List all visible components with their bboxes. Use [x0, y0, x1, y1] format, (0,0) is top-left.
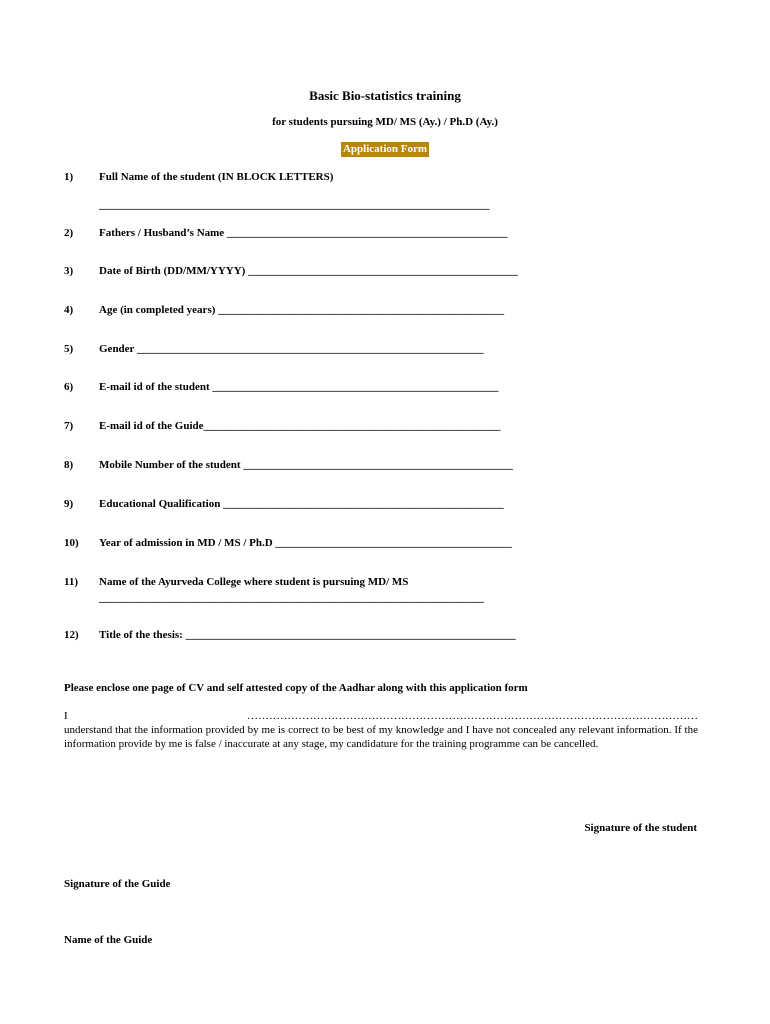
question-age[interactable]: Age (in completed years) ____________________________________________________	[99, 304, 505, 316]
full-name-blank-line[interactable]: _______________________________________________________________________	[99, 199, 490, 211]
question-number: 6)	[64, 381, 74, 393]
question-number: 5)	[64, 343, 74, 355]
question-number: 11)	[64, 576, 79, 588]
question-guide-email[interactable]: E-mail id of the Guide______________________________________________________	[99, 420, 501, 432]
question-thesis-title[interactable]: Title of the thesis: ____________________________________________________________	[99, 629, 516, 641]
declaration-paragraph	[64, 709, 698, 751]
question-date-of-birth[interactable]: Date of Birth (DD/MM/YYYY) _________________________________________________	[99, 265, 518, 277]
application-form-label-wrap	[0, 142, 770, 157]
question-number: 2)	[64, 227, 74, 239]
question-educational-qualification[interactable]: Educational Qualification ___________________________________________________	[99, 498, 504, 510]
question-mobile-number[interactable]: Mobile Number of the student _________________________________________________	[99, 459, 513, 471]
question-number: 12)	[64, 629, 79, 641]
question-number: 1)	[64, 171, 74, 183]
question-number: 4)	[64, 304, 74, 316]
question-number: 7)	[64, 420, 74, 432]
signature-of-guide-label: Signature of the Guide	[64, 878, 171, 890]
declaration-body: understand that the information provided by me is correct to be best of my knowledge and I have not concealed any relevant information. If the information provide by me is false / inaccurate at any stage, my candidature for the training programme can be cancelled.	[64, 724, 698, 750]
college-name-blank-line[interactable]: ______________________________________________________________________	[99, 592, 484, 604]
question-full-name: Full Name of the student (IN BLOCK LETTERS)	[99, 171, 334, 183]
question-number: 8)	[64, 459, 74, 471]
question-number: 3)	[64, 265, 74, 277]
signature-of-student-label: Signature of the student	[584, 822, 697, 834]
question-number: 9)	[64, 498, 74, 510]
declaration-name-blank[interactable]: ……………………………………………………………………………………………………………	[247, 710, 698, 722]
declaration-pronoun: I	[64, 710, 68, 722]
application-form-label: Application Form	[342, 143, 428, 155]
enclosure-note: Please enclose one page of CV and self attested copy of the Aadhar along with this application form	[64, 682, 528, 694]
form-title: Basic Bio-statistics training	[309, 88, 461, 103]
question-number: 10)	[64, 537, 79, 549]
form-subtitle: for students pursuing MD/ MS (Ay.) / Ph.D (Ay.)	[272, 116, 498, 128]
question-student-email[interactable]: E-mail id of the student ____________________________________________________	[99, 381, 499, 393]
name-of-guide-label: Name of the Guide	[64, 934, 153, 946]
question-gender[interactable]: Gender _______________________________________________________________	[99, 343, 484, 355]
question-father-husband-name[interactable]: Fathers / Husband’s Name ___________________________________________________	[99, 227, 508, 239]
question-year-of-admission[interactable]: Year of admission in MD / MS / Ph.D ___________________________________________	[99, 537, 512, 549]
question-college-name: Name of the Ayurveda College where student is pursuing MD/ MS	[99, 576, 409, 588]
